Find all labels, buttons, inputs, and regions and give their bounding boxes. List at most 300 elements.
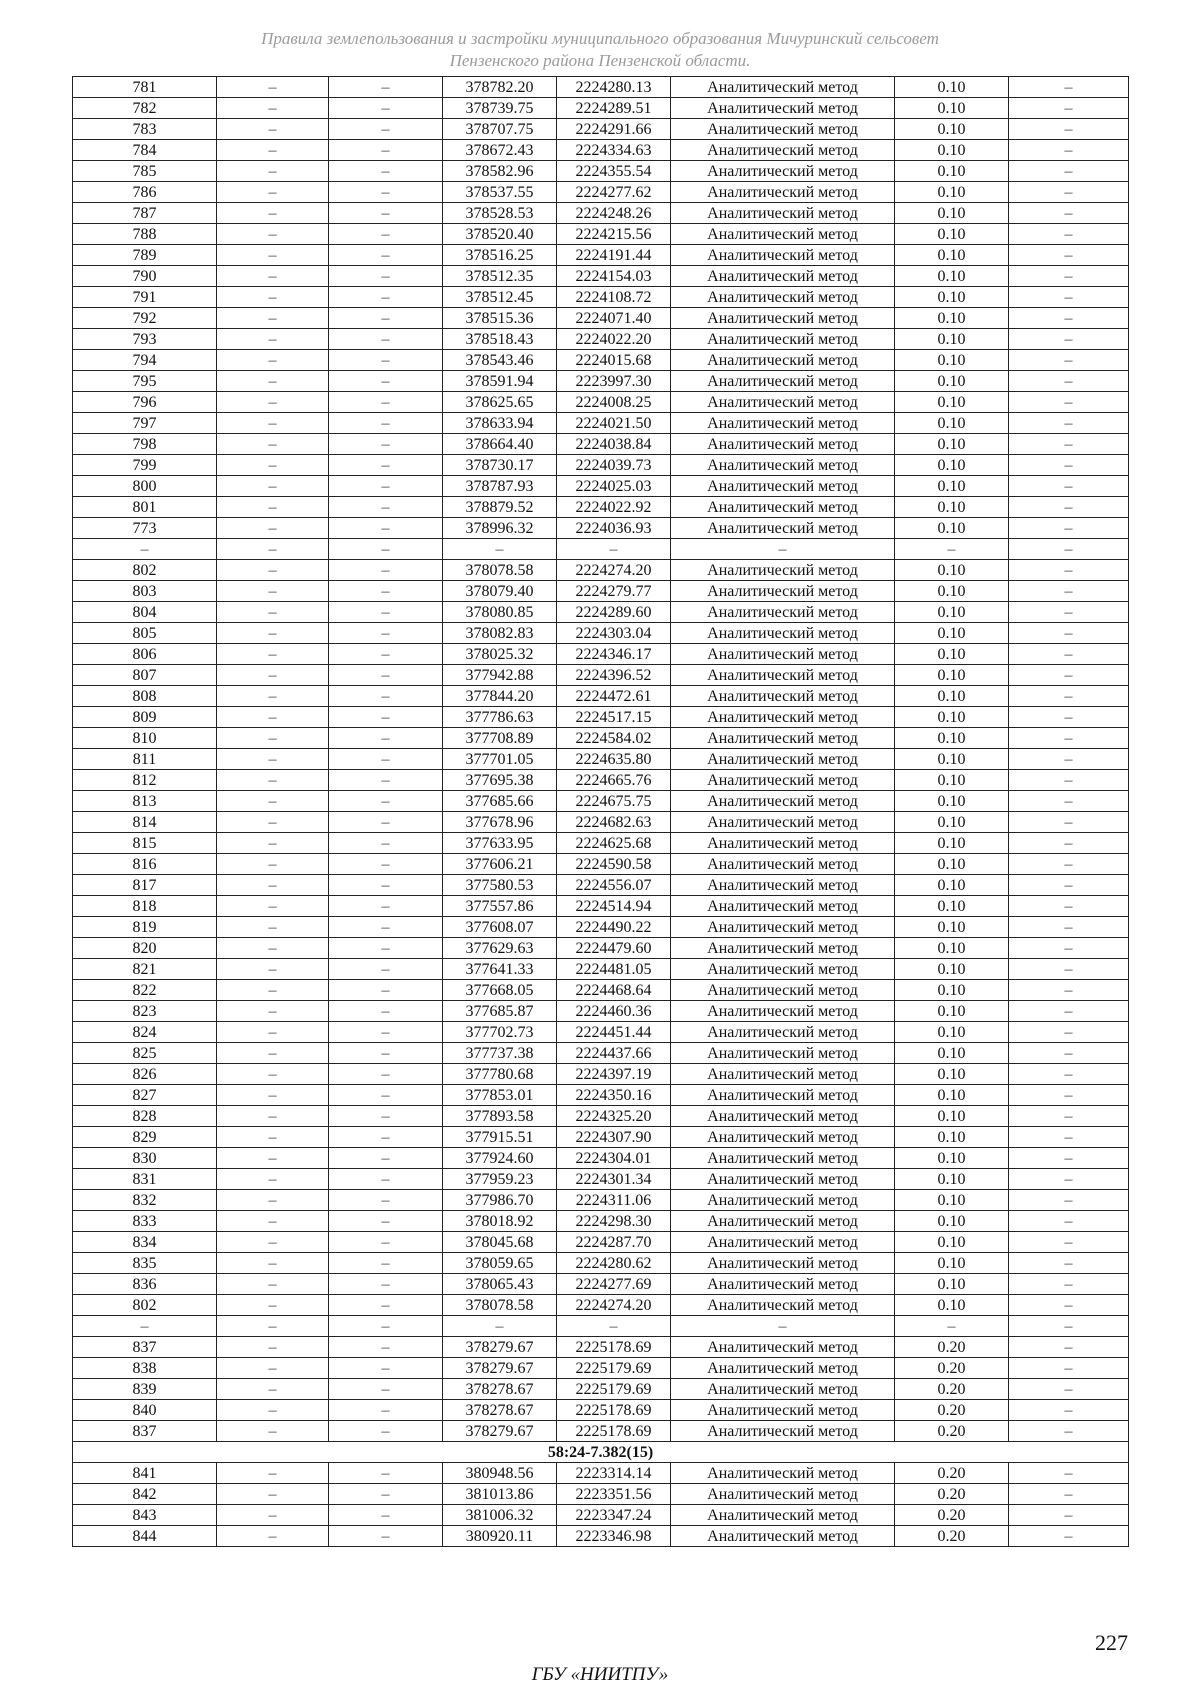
table-cell: –	[329, 455, 443, 476]
table-cell: 843	[73, 1505, 217, 1526]
table-cell: 834	[73, 1232, 217, 1253]
table-cell: 2223351.56	[557, 1484, 671, 1505]
table-cell: 0.20	[895, 1463, 1009, 1484]
table-cell: 377786.63	[443, 707, 557, 728]
table-cell: 840	[73, 1400, 217, 1421]
table-cell: –	[329, 854, 443, 875]
table-cell: Аналитический метод	[671, 455, 895, 476]
table-cell: –	[1009, 1085, 1129, 1106]
table-cell: 0.10	[895, 959, 1009, 980]
table-cell: 378625.65	[443, 392, 557, 413]
table-row	[73, 1148, 1129, 1169]
table-cell: 0.10	[895, 938, 1009, 959]
table-cell: 0.10	[895, 350, 1009, 371]
table-cell: 830	[73, 1148, 217, 1169]
table-row	[73, 980, 1129, 1001]
table-cell: –	[1009, 917, 1129, 938]
table-cell: Аналитический метод	[671, 707, 895, 728]
table-cell: 378633.94	[443, 413, 557, 434]
table-cell: –	[217, 812, 329, 833]
table-cell: 2225178.69	[557, 1337, 671, 1358]
table-cell: 815	[73, 833, 217, 854]
table-cell: 826	[73, 1064, 217, 1085]
table-row	[73, 1064, 1129, 1085]
table-cell: –	[217, 581, 329, 602]
table-cell: Аналитический метод	[671, 392, 895, 413]
table-cell: 377695.38	[443, 770, 557, 791]
table-cell: 773	[73, 518, 217, 539]
table-row	[73, 1190, 1129, 1211]
table-cell: 0.10	[895, 854, 1009, 875]
table-cell: 2224437.66	[557, 1043, 671, 1064]
table-cell: 2224289.51	[557, 98, 671, 119]
table-cell: –	[1009, 560, 1129, 581]
table-cell: –	[217, 1274, 329, 1295]
table-cell: 377702.73	[443, 1022, 557, 1043]
table-cell: 0.20	[895, 1358, 1009, 1379]
table-cell: –	[329, 1043, 443, 1064]
table-cell: –	[217, 728, 329, 749]
table-cell: 377708.89	[443, 728, 557, 749]
table-row	[73, 665, 1129, 686]
table-cell: –	[217, 644, 329, 665]
table-cell: 2224248.26	[557, 203, 671, 224]
table-cell: 380948.56	[443, 1463, 557, 1484]
table-cell: –	[217, 392, 329, 413]
table-row	[73, 707, 1129, 728]
table-cell: 0.10	[895, 896, 1009, 917]
table-cell: 0.10	[895, 1169, 1009, 1190]
table-cell: 2223346.98	[557, 1526, 671, 1547]
table-cell: –	[1009, 1043, 1129, 1064]
table-cell: 842	[73, 1484, 217, 1505]
table-cell: –	[329, 119, 443, 140]
table-cell: 0.10	[895, 140, 1009, 161]
table-cell: Аналитический метод	[671, 1232, 895, 1253]
table-row	[73, 266, 1129, 287]
table-cell: –	[329, 644, 443, 665]
table-cell: 792	[73, 308, 217, 329]
table-cell: –	[217, 1316, 329, 1337]
table-cell: 2224304.01	[557, 1148, 671, 1169]
table-cell: 0.20	[895, 1526, 1009, 1547]
table-cell: 0.10	[895, 161, 1009, 182]
table-cell: –	[329, 1400, 443, 1421]
table-row	[73, 1274, 1129, 1295]
table-cell: Аналитический метод	[671, 1274, 895, 1295]
table-row	[73, 896, 1129, 917]
table-cell: –	[217, 1463, 329, 1484]
table-cell: –	[217, 896, 329, 917]
table-row	[73, 518, 1129, 539]
table-cell: –	[1009, 1274, 1129, 1295]
table-cell: –	[217, 98, 329, 119]
table-cell: 820	[73, 938, 217, 959]
table-cell: –	[1009, 728, 1129, 749]
table-cell: 2224025.03	[557, 476, 671, 497]
table-row	[73, 1337, 1129, 1358]
table-cell: –	[217, 980, 329, 1001]
table-row	[73, 203, 1129, 224]
table-cell: 380920.11	[443, 1526, 557, 1547]
table-cell: 838	[73, 1358, 217, 1379]
table-cell: 378279.67	[443, 1358, 557, 1379]
table-cell: –	[217, 350, 329, 371]
table-cell: –	[217, 413, 329, 434]
table-cell: Аналитический метод	[671, 98, 895, 119]
table-cell: –	[1009, 203, 1129, 224]
table-cell: –	[217, 1064, 329, 1085]
table-cell: 789	[73, 245, 217, 266]
table-row	[73, 728, 1129, 749]
table-cell: 794	[73, 350, 217, 371]
table-cell: –	[1009, 182, 1129, 203]
table-cell: 0.10	[895, 560, 1009, 581]
table-cell: 377924.60	[443, 1148, 557, 1169]
table-cell: 787	[73, 203, 217, 224]
table-cell: –	[329, 665, 443, 686]
table-cell: Аналитический метод	[671, 980, 895, 1001]
table-cell: 381013.86	[443, 1484, 557, 1505]
table-cell: 2225179.69	[557, 1358, 671, 1379]
table-cell: –	[217, 1232, 329, 1253]
table-cell: Аналитический метод	[671, 917, 895, 938]
table-cell: –	[217, 119, 329, 140]
table-row	[73, 1526, 1129, 1547]
table-row	[73, 392, 1129, 413]
table-cell: 0.10	[895, 287, 1009, 308]
table-cell: Аналитический метод	[671, 560, 895, 581]
table-cell: 378080.85	[443, 602, 557, 623]
table-cell: –	[73, 539, 217, 560]
table-cell: 836	[73, 1274, 217, 1295]
table-cell: 0.10	[895, 665, 1009, 686]
table-cell: 377942.88	[443, 665, 557, 686]
table-cell: –	[1009, 161, 1129, 182]
table-cell: –	[1009, 1127, 1129, 1148]
table-cell: 0.10	[895, 329, 1009, 350]
table-cell: –	[217, 371, 329, 392]
table-cell: –	[217, 1211, 329, 1232]
table-cell: –	[1009, 1169, 1129, 1190]
table-cell: –	[217, 77, 329, 98]
table-cell: –	[329, 560, 443, 581]
table-row	[73, 581, 1129, 602]
table-row	[73, 875, 1129, 896]
table-cell: Аналитический метод	[671, 308, 895, 329]
table-cell: 2224584.02	[557, 728, 671, 749]
table-cell: –	[329, 1337, 443, 1358]
table-cell: 799	[73, 455, 217, 476]
table-cell: 0.10	[895, 434, 1009, 455]
table-cell: 2224635.80	[557, 749, 671, 770]
table-cell: –	[329, 1526, 443, 1547]
table-cell: –	[217, 140, 329, 161]
table-cell: 0.10	[895, 749, 1009, 770]
table-cell: –	[217, 1400, 329, 1421]
table-cell: 378730.17	[443, 455, 557, 476]
table-row	[73, 1001, 1129, 1022]
table-cell: –	[217, 1421, 329, 1442]
table-cell: –	[1009, 1358, 1129, 1379]
table-cell: 377629.63	[443, 938, 557, 959]
table-cell: –	[1009, 1337, 1129, 1358]
table-row	[73, 413, 1129, 434]
table-cell: Аналитический метод	[671, 644, 895, 665]
table-cell: 0.10	[895, 497, 1009, 518]
table-row	[73, 476, 1129, 497]
table-cell: 377959.23	[443, 1169, 557, 1190]
table-cell: –	[217, 938, 329, 959]
table-cell: 2224022.92	[557, 497, 671, 518]
table-cell: –	[217, 1148, 329, 1169]
table-cell: Аналитический метод	[671, 287, 895, 308]
table-cell: –	[329, 287, 443, 308]
table-cell: 0.10	[895, 224, 1009, 245]
table-cell: 0.10	[895, 623, 1009, 644]
table-cell: Аналитический метод	[671, 959, 895, 980]
section-row	[73, 1442, 1129, 1463]
table-cell: 2224277.62	[557, 182, 671, 203]
table-cell: 2224038.84	[557, 434, 671, 455]
table-cell: Аналитический метод	[671, 245, 895, 266]
table-cell: 0.10	[895, 98, 1009, 119]
table-cell: 0.10	[895, 686, 1009, 707]
table-cell: 2224015.68	[557, 350, 671, 371]
table-cell: –	[329, 875, 443, 896]
table-row	[73, 938, 1129, 959]
table-cell: –	[1009, 392, 1129, 413]
table-cell: 0.10	[895, 245, 1009, 266]
table-cell: –	[1009, 749, 1129, 770]
table-cell: 837	[73, 1337, 217, 1358]
table-cell: Аналитический метод	[671, 896, 895, 917]
table-cell: 812	[73, 770, 217, 791]
table-cell: Аналитический метод	[671, 1001, 895, 1022]
table-cell: 2224279.77	[557, 581, 671, 602]
table-cell: –	[1009, 497, 1129, 518]
table-cell: –	[329, 245, 443, 266]
table-cell: –	[217, 1526, 329, 1547]
table-cell: 0.10	[895, 413, 1009, 434]
table-cell: –	[329, 371, 443, 392]
table-cell: 2224298.30	[557, 1211, 671, 1232]
table-cell: –	[329, 434, 443, 455]
table-cell: Аналитический метод	[671, 413, 895, 434]
table-cell: Аналитический метод	[671, 1190, 895, 1211]
table-cell: 0.10	[895, 1232, 1009, 1253]
table-cell: 2224481.05	[557, 959, 671, 980]
table-cell: Аналитический метод	[671, 1358, 895, 1379]
table-row	[73, 623, 1129, 644]
table-cell: 2224346.17	[557, 644, 671, 665]
table-cell: 831	[73, 1169, 217, 1190]
table-row	[73, 1358, 1129, 1379]
table-cell: –	[329, 161, 443, 182]
table-cell: 800	[73, 476, 217, 497]
table-cell: 807	[73, 665, 217, 686]
table-cell: –	[1009, 623, 1129, 644]
table-cell: 378078.58	[443, 1295, 557, 1316]
table-cell: 835	[73, 1253, 217, 1274]
table-row	[73, 1379, 1129, 1400]
table-cell: 798	[73, 434, 217, 455]
table-cell: 785	[73, 161, 217, 182]
header-line-2: Пензенского района Пензенской области.	[449, 51, 751, 70]
table-cell: Аналитический метод	[671, 812, 895, 833]
table-cell: 819	[73, 917, 217, 938]
table-cell: 827	[73, 1085, 217, 1106]
table-cell: Аналитический метод	[671, 476, 895, 497]
table-cell: 2224396.52	[557, 665, 671, 686]
table-cell: 377557.86	[443, 896, 557, 917]
table-cell: 377606.21	[443, 854, 557, 875]
table-cell: 791	[73, 287, 217, 308]
table-cell: –	[1009, 770, 1129, 791]
table-cell: 790	[73, 266, 217, 287]
table-cell: –	[1009, 1232, 1129, 1253]
table-cell: –	[1009, 854, 1129, 875]
table-row	[73, 1022, 1129, 1043]
table-row	[73, 245, 1129, 266]
table-cell: –	[329, 812, 443, 833]
table-cell: 2223997.30	[557, 371, 671, 392]
table-cell: 0.20	[895, 1400, 1009, 1421]
table-cell: 378079.40	[443, 581, 557, 602]
table-cell: 802	[73, 560, 217, 581]
table-cell: Аналитический метод	[671, 224, 895, 245]
table-cell: Аналитический метод	[671, 1169, 895, 1190]
table-row	[73, 770, 1129, 791]
table-cell: –	[217, 476, 329, 497]
table-cell: 817	[73, 875, 217, 896]
table-cell: Аналитический метод	[671, 203, 895, 224]
table-row	[73, 833, 1129, 854]
table-row	[73, 1400, 1129, 1421]
table-cell: –	[217, 308, 329, 329]
table-cell: –	[217, 329, 329, 350]
table-cell: –	[217, 770, 329, 791]
table-cell: Аналитический метод	[671, 1127, 895, 1148]
table-row	[73, 350, 1129, 371]
table-cell: Аналитический метод	[671, 350, 895, 371]
table-cell: –	[217, 1379, 329, 1400]
table-cell: –	[1009, 896, 1129, 917]
table-cell: 378518.43	[443, 329, 557, 350]
table-cell: –	[329, 1001, 443, 1022]
table-cell: 377986.70	[443, 1190, 557, 1211]
table-cell: –	[895, 1316, 1009, 1337]
table-cell: 2224350.16	[557, 1085, 671, 1106]
table-cell: –	[217, 854, 329, 875]
table-cell: Аналитический метод	[671, 623, 895, 644]
table-cell: 2224334.63	[557, 140, 671, 161]
table-cell: 0.20	[895, 1421, 1009, 1442]
table-cell: 828	[73, 1106, 217, 1127]
table-cell: 2224021.50	[557, 413, 671, 434]
table-cell: 378591.94	[443, 371, 557, 392]
table-cell: 377893.58	[443, 1106, 557, 1127]
table-row	[73, 497, 1129, 518]
table-cell: –	[217, 1253, 329, 1274]
table-cell: 0.10	[895, 1064, 1009, 1085]
table-cell: –	[329, 77, 443, 98]
table-cell: 0.10	[895, 707, 1009, 728]
table-cell: –	[329, 518, 443, 539]
table-cell: 0.10	[895, 455, 1009, 476]
table-cell: –	[1009, 686, 1129, 707]
table-cell: 0.20	[895, 1337, 1009, 1358]
table-row	[73, 1316, 1129, 1337]
table-cell: –	[217, 1358, 329, 1379]
table-row	[73, 98, 1129, 119]
table-cell: –	[217, 749, 329, 770]
table-cell: Аналитический метод	[671, 1295, 895, 1316]
table-cell: 0.10	[895, 266, 1009, 287]
table-row	[73, 371, 1129, 392]
table-cell: 0.10	[895, 602, 1009, 623]
table-cell: –	[217, 1295, 329, 1316]
table-cell: 837	[73, 1421, 217, 1442]
table-cell: 2224274.20	[557, 1295, 671, 1316]
table-cell: Аналитический метод	[671, 791, 895, 812]
table-cell: 377701.05	[443, 749, 557, 770]
table-row	[73, 644, 1129, 665]
table-cell: 377844.20	[443, 686, 557, 707]
table-cell: 781	[73, 77, 217, 98]
table-cell: –	[329, 1232, 443, 1253]
table-cell: –	[329, 728, 443, 749]
table-cell: Аналитический метод	[671, 1022, 895, 1043]
table-cell: 0.10	[895, 1190, 1009, 1211]
table-cell: 377915.51	[443, 1127, 557, 1148]
table-cell: 2225178.69	[557, 1400, 671, 1421]
table-cell: –	[1009, 350, 1129, 371]
table-cell: 782	[73, 98, 217, 119]
table-cell: Аналитический метод	[671, 875, 895, 896]
table-cell: –	[217, 1127, 329, 1148]
table-cell: Аналитический метод	[671, 770, 895, 791]
table-cell: Аналитический метод	[671, 266, 895, 287]
table-cell: 0.10	[895, 980, 1009, 1001]
table-cell: Аналитический метод	[671, 1526, 895, 1547]
table-cell: –	[1009, 77, 1129, 98]
table-cell: –	[329, 1463, 443, 1484]
table-cell: –	[329, 1316, 443, 1337]
table-cell: 377580.53	[443, 875, 557, 896]
table-cell: –	[1009, 602, 1129, 623]
table-cell: –	[1009, 1190, 1129, 1211]
table-cell: –	[1009, 791, 1129, 812]
table-row	[73, 329, 1129, 350]
table-cell: 803	[73, 581, 217, 602]
table-cell: 2224675.75	[557, 791, 671, 812]
table-cell: –	[329, 1358, 443, 1379]
table-cell: 829	[73, 1127, 217, 1148]
table-cell: –	[557, 539, 671, 560]
table-cell: –	[329, 980, 443, 1001]
table-cell: –	[329, 329, 443, 350]
table-cell: Аналитический метод	[671, 1505, 895, 1526]
table-cell: 377853.01	[443, 1085, 557, 1106]
table-cell: 833	[73, 1211, 217, 1232]
table-cell: –	[1009, 980, 1129, 1001]
table-cell: –	[1009, 665, 1129, 686]
table-cell: Аналитический метод	[671, 119, 895, 140]
table-cell: 2224277.69	[557, 1274, 671, 1295]
table-cell: 2223314.14	[557, 1463, 671, 1484]
table-cell: 0.20	[895, 1505, 1009, 1526]
